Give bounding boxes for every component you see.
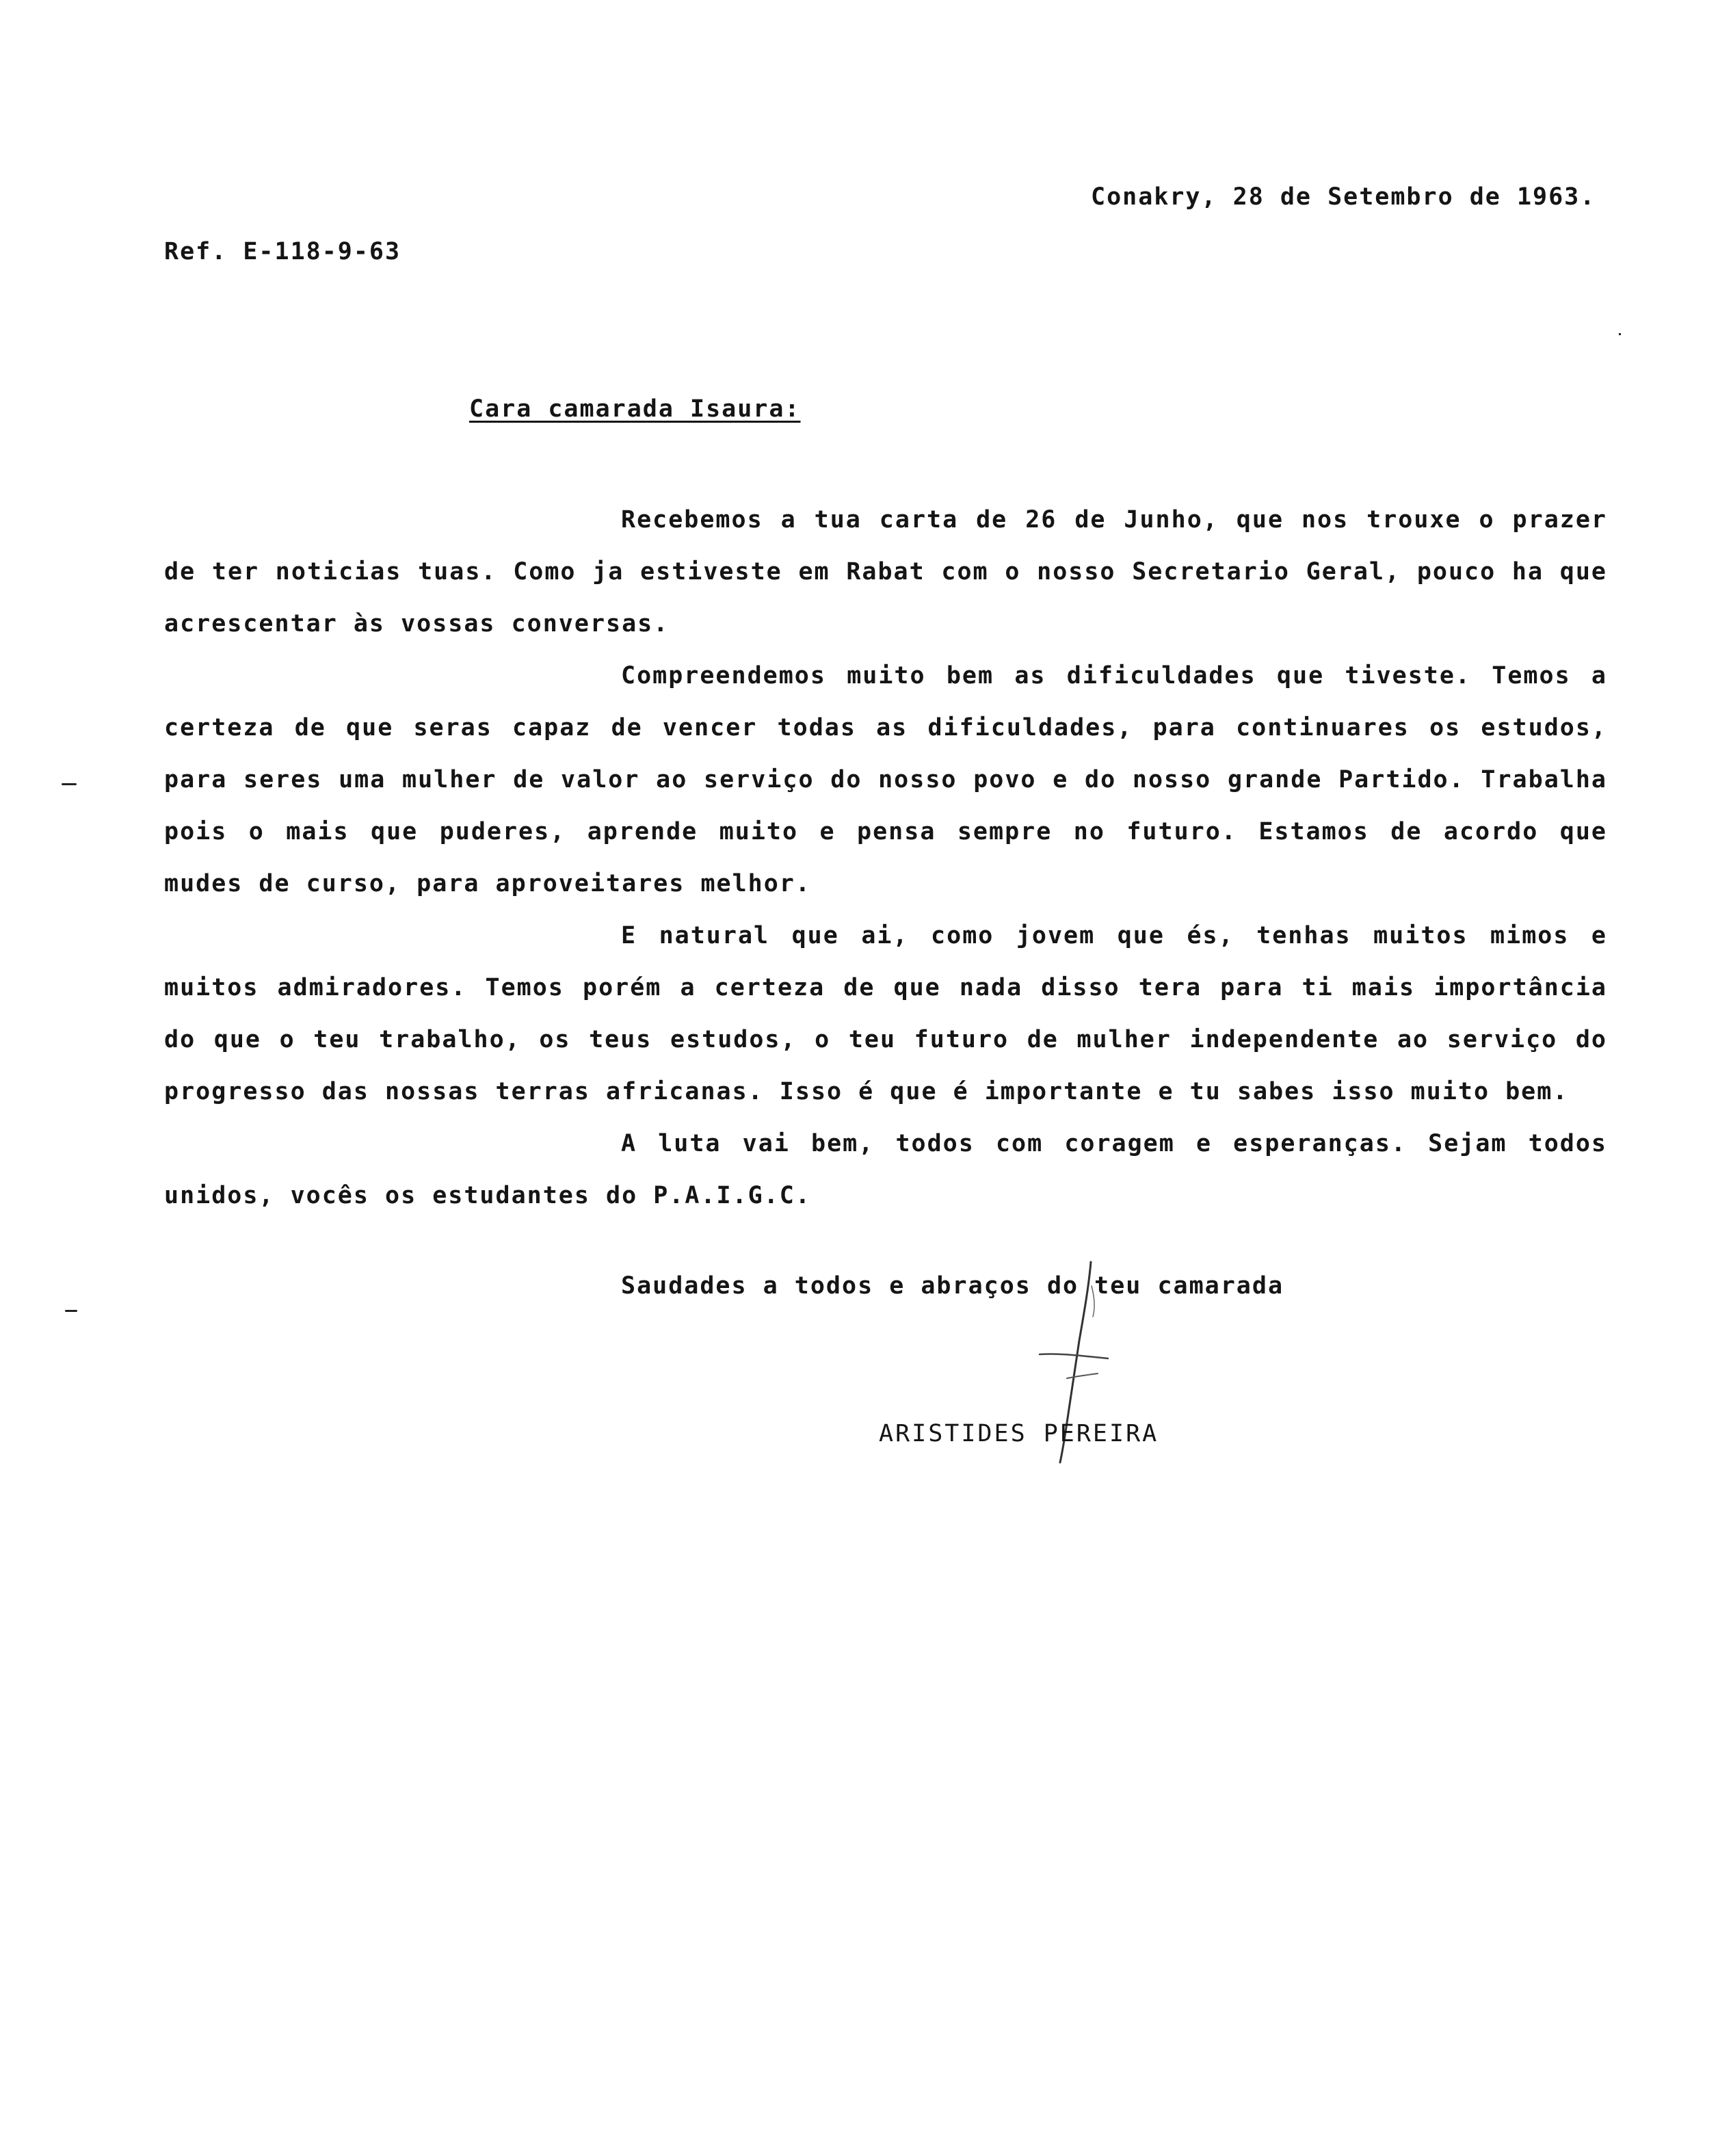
signatory-name: ARISTIDES PEREIRA <box>879 1420 1159 1447</box>
margin-mark <box>65 1310 77 1312</box>
margin-mark <box>62 783 77 785</box>
paragraph: A luta vai bem, todos com coragem e esperanças. Sejam todos unidos, vocês os estudantes do P.A.I.G.C. <box>164 1130 1607 1209</box>
paragraph: Compreendemos muito bem as dificuldades que tiveste. Temos a certeza de que seras capaz de vencer todas as dificuldades, para continuares os estudos, para seres uma mulher de valor ao serviço do nosso povo e do nosso grande Partido. Trabalha pois o mais que puderes, aprende muito e pensa sempre no futuro. Estamos de acordo que mudes de curso, para aproveitares melhor. <box>164 662 1607 897</box>
salutation: Cara camarada Isaura: <box>469 395 801 423</box>
margin-mark <box>1619 333 1621 335</box>
letter-body <box>164 494 1607 1222</box>
paragraph: Recebemos a tua carta de 26 de Junho, que nos trouxe o prazer de ter noticias tuas. Como ja estiveste em Rabat com o nosso Secretario Geral, pouco ha que acrescentar às vossas conversas. <box>164 506 1607 637</box>
closing-line: Saudades a todos e abraços do teu camarada <box>621 1272 1284 1300</box>
reference-number: Ref. E-118-9-63 <box>164 238 401 265</box>
paragraph: E natural que ai, como jovem que és, tenhas muitos mimos e muitos admiradores. Temos porém a certeza de que nada disso tera para ti mais importância do que o teu trabalho, os teus estudos, o teu futuro de mulher independente ao serviço do progresso das nossas terras africanas. Isso é que é importante e tu sabes isso muito bem. <box>164 922 1607 1105</box>
letter-date: Conakry, 28 de Setembro de 1963. <box>1091 183 1596 211</box>
